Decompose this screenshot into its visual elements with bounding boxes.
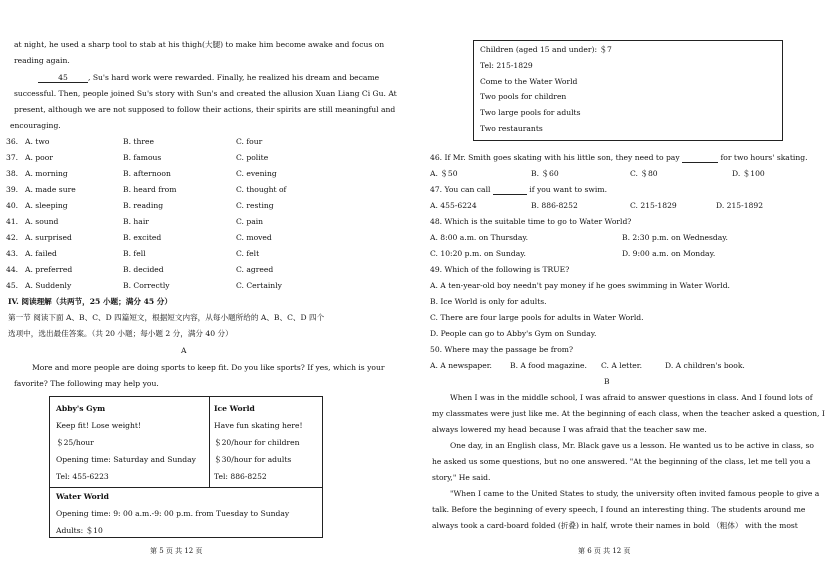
question-49: 49. Which of the following is TRUE?	[430, 265, 570, 274]
option-a: A. sleeping	[25, 201, 68, 210]
option-num: 37.	[6, 153, 19, 162]
option-c: C. Certainly	[236, 281, 282, 290]
option-num: 45.	[6, 281, 19, 290]
option-num: 40.	[6, 201, 19, 210]
option-c: C. felt	[236, 249, 260, 258]
option-b: B. three	[123, 137, 154, 146]
option-a: A. failed	[25, 249, 57, 258]
question-48: 48. Which is the suitable time to go to Water World?	[430, 217, 632, 226]
q50-option-b: B. A food magazine.	[510, 361, 587, 370]
passage-letter: B	[604, 377, 610, 386]
section-heading: IV. 阅读理解（共两节，25 小题；满分 45 分）	[8, 297, 172, 306]
option-a: A. poor	[25, 153, 53, 162]
q46-option-c: C. ＄80	[630, 169, 658, 178]
q48-option-a: A. 8:00 a.m. on Thursday.	[430, 233, 529, 242]
option-a: A. two	[25, 137, 50, 146]
ad-water-world: Water World Opening time: 9: 00 a.m.-9: 00 p.m. from Tuesday to Sunday Adults: ＄10	[56, 488, 289, 539]
option-a: A. morning	[25, 169, 68, 178]
water-world-box-content: Children (aged 15 and under): ＄7 Tel: 215-1829 Come to the Water World Two pools for children Two large pools for adults Two restaurants	[480, 45, 612, 133]
section-instruction: 选项中，选出最佳答案。（共 20 小题；每小题 2 分，满分 40 分）	[8, 329, 233, 338]
page-number: 第 5 页 共 12 页	[150, 547, 203, 555]
ad-title: Abby's Gym	[56, 404, 106, 413]
question-47: 47. You can call if you want to swim.	[430, 185, 607, 194]
q47-option-b: B. 886-8252	[531, 201, 578, 210]
option-a: A. preferred	[25, 265, 73, 274]
q46-option-b: B. ＄60	[531, 169, 559, 178]
option-c: C. moved	[236, 233, 272, 242]
option-c: C. evening	[236, 169, 277, 178]
option-b: B. reading	[123, 201, 164, 210]
q50-option-a: A. A newspaper.	[430, 361, 492, 370]
paragraph-line: reading again.	[14, 56, 70, 65]
option-a: A. surprised	[25, 233, 72, 242]
q48-option-c: C. 10:20 p.m. on Sunday.	[430, 249, 526, 258]
option-num: 41.	[6, 217, 19, 226]
q48-option-b: B. 2:30 p.m. on Wednesday.	[622, 233, 728, 242]
q46-option-a: A. ＄50	[430, 169, 458, 178]
q49-option-b: B. Ice World is only for adults.	[430, 297, 547, 306]
option-b: B. afternoon	[123, 169, 171, 178]
ad-abby-gym: Abby's Gym Keep fit! Lose weight! ＄25/hour Opening time: Saturday and Sunday Tel: 455-6223	[56, 400, 196, 485]
ad-title: Water World	[56, 492, 109, 501]
option-b: B. excited	[123, 233, 162, 242]
q48-option-d: D. 9:00 a.m. on Monday.	[622, 249, 716, 258]
option-num: 36.	[6, 137, 19, 146]
option-num: 44.	[6, 265, 19, 274]
ad-ice-world: Ice World Have fun skating here! ＄20/hour for children ＄30/hour for adults Tel: 886-8252	[214, 400, 303, 485]
blank-45: 45	[38, 73, 88, 83]
page-number: 第 6 页 共 12 页	[578, 547, 631, 555]
q47-option-d: D. 215-1892	[716, 201, 764, 210]
option-c: C. pain	[236, 217, 264, 226]
passage-intro: More and more people are doing sports to keep fit. Do you like sports? If yes, which is your	[32, 363, 385, 372]
option-b: B. hair	[123, 217, 149, 226]
option-c: C. thought of	[236, 185, 287, 194]
q46-option-d: D. ＄100	[732, 169, 765, 178]
q49-option-d: D. People can go to Abby's Gym on Sunday.	[430, 329, 597, 338]
option-c: C. polite	[236, 153, 269, 162]
q47-option-c: C. 215-1829	[630, 201, 677, 210]
answer-blank	[682, 153, 718, 163]
answer-blank	[493, 185, 527, 195]
option-num: 42.	[6, 233, 19, 242]
passage-letter: A	[181, 346, 187, 355]
q50-option-c: C. A letter.	[601, 361, 642, 370]
option-b: B. decided	[123, 265, 164, 274]
option-b: B. Correctly	[123, 281, 170, 290]
section-instruction: 第一节 阅读下面 A、B、C、D 四篇短文，根据短文内容，从每小题所给的 A、B、C、D 四个	[8, 313, 325, 322]
option-a: A. sound	[25, 217, 59, 226]
paragraph-line: successful. Then, people joined Su's story with Sun's and created the allusion Xuan Liang Ci Gu. At	[14, 89, 397, 98]
paragraph-line: at night, he used a sharp tool to stab at his thigh(大腿) to make him become awake and focus on	[14, 40, 385, 49]
option-c: C. agreed	[236, 265, 274, 274]
ad-table-divider	[209, 396, 210, 487]
option-c: C. resting	[236, 201, 274, 210]
option-a: A. made sure	[25, 185, 76, 194]
option-b: B. fell	[123, 249, 146, 258]
option-b: B. heard from	[123, 185, 177, 194]
paragraph-line: 45 , Su's hard work were rewarded. Finally, he realized his dream and became	[38, 73, 379, 83]
q49-option-a: A. A ten-year-old boy needn't pay money if he goes swimming in Water World.	[430, 281, 730, 290]
option-a: A. Suddenly	[25, 281, 72, 290]
passage-intro: favorite? The following may help you.	[14, 379, 159, 388]
question-50: 50. Where may the passage be from?	[430, 345, 574, 354]
q49-option-c: C. There are four large pools for adults in Water World.	[430, 313, 644, 322]
option-num: 39.	[6, 185, 19, 194]
option-num: 43.	[6, 249, 19, 258]
question-46: 46. If Mr. Smith goes skating with his little son, they need to pay for two hours' skating.	[430, 153, 808, 162]
q47-option-a: A. 455-6224	[430, 201, 477, 210]
option-num: 38.	[6, 169, 19, 178]
option-b: B. famous	[123, 153, 162, 162]
option-c: C. four	[236, 137, 263, 146]
ad-title: Ice World	[214, 404, 255, 413]
paragraph-line: encouraging.	[10, 121, 61, 130]
q50-option-d: D. A children's book.	[665, 361, 745, 370]
paragraph-line: present, although we are not supposed to follow their actions, their spirits are still meaningful and	[14, 105, 396, 114]
